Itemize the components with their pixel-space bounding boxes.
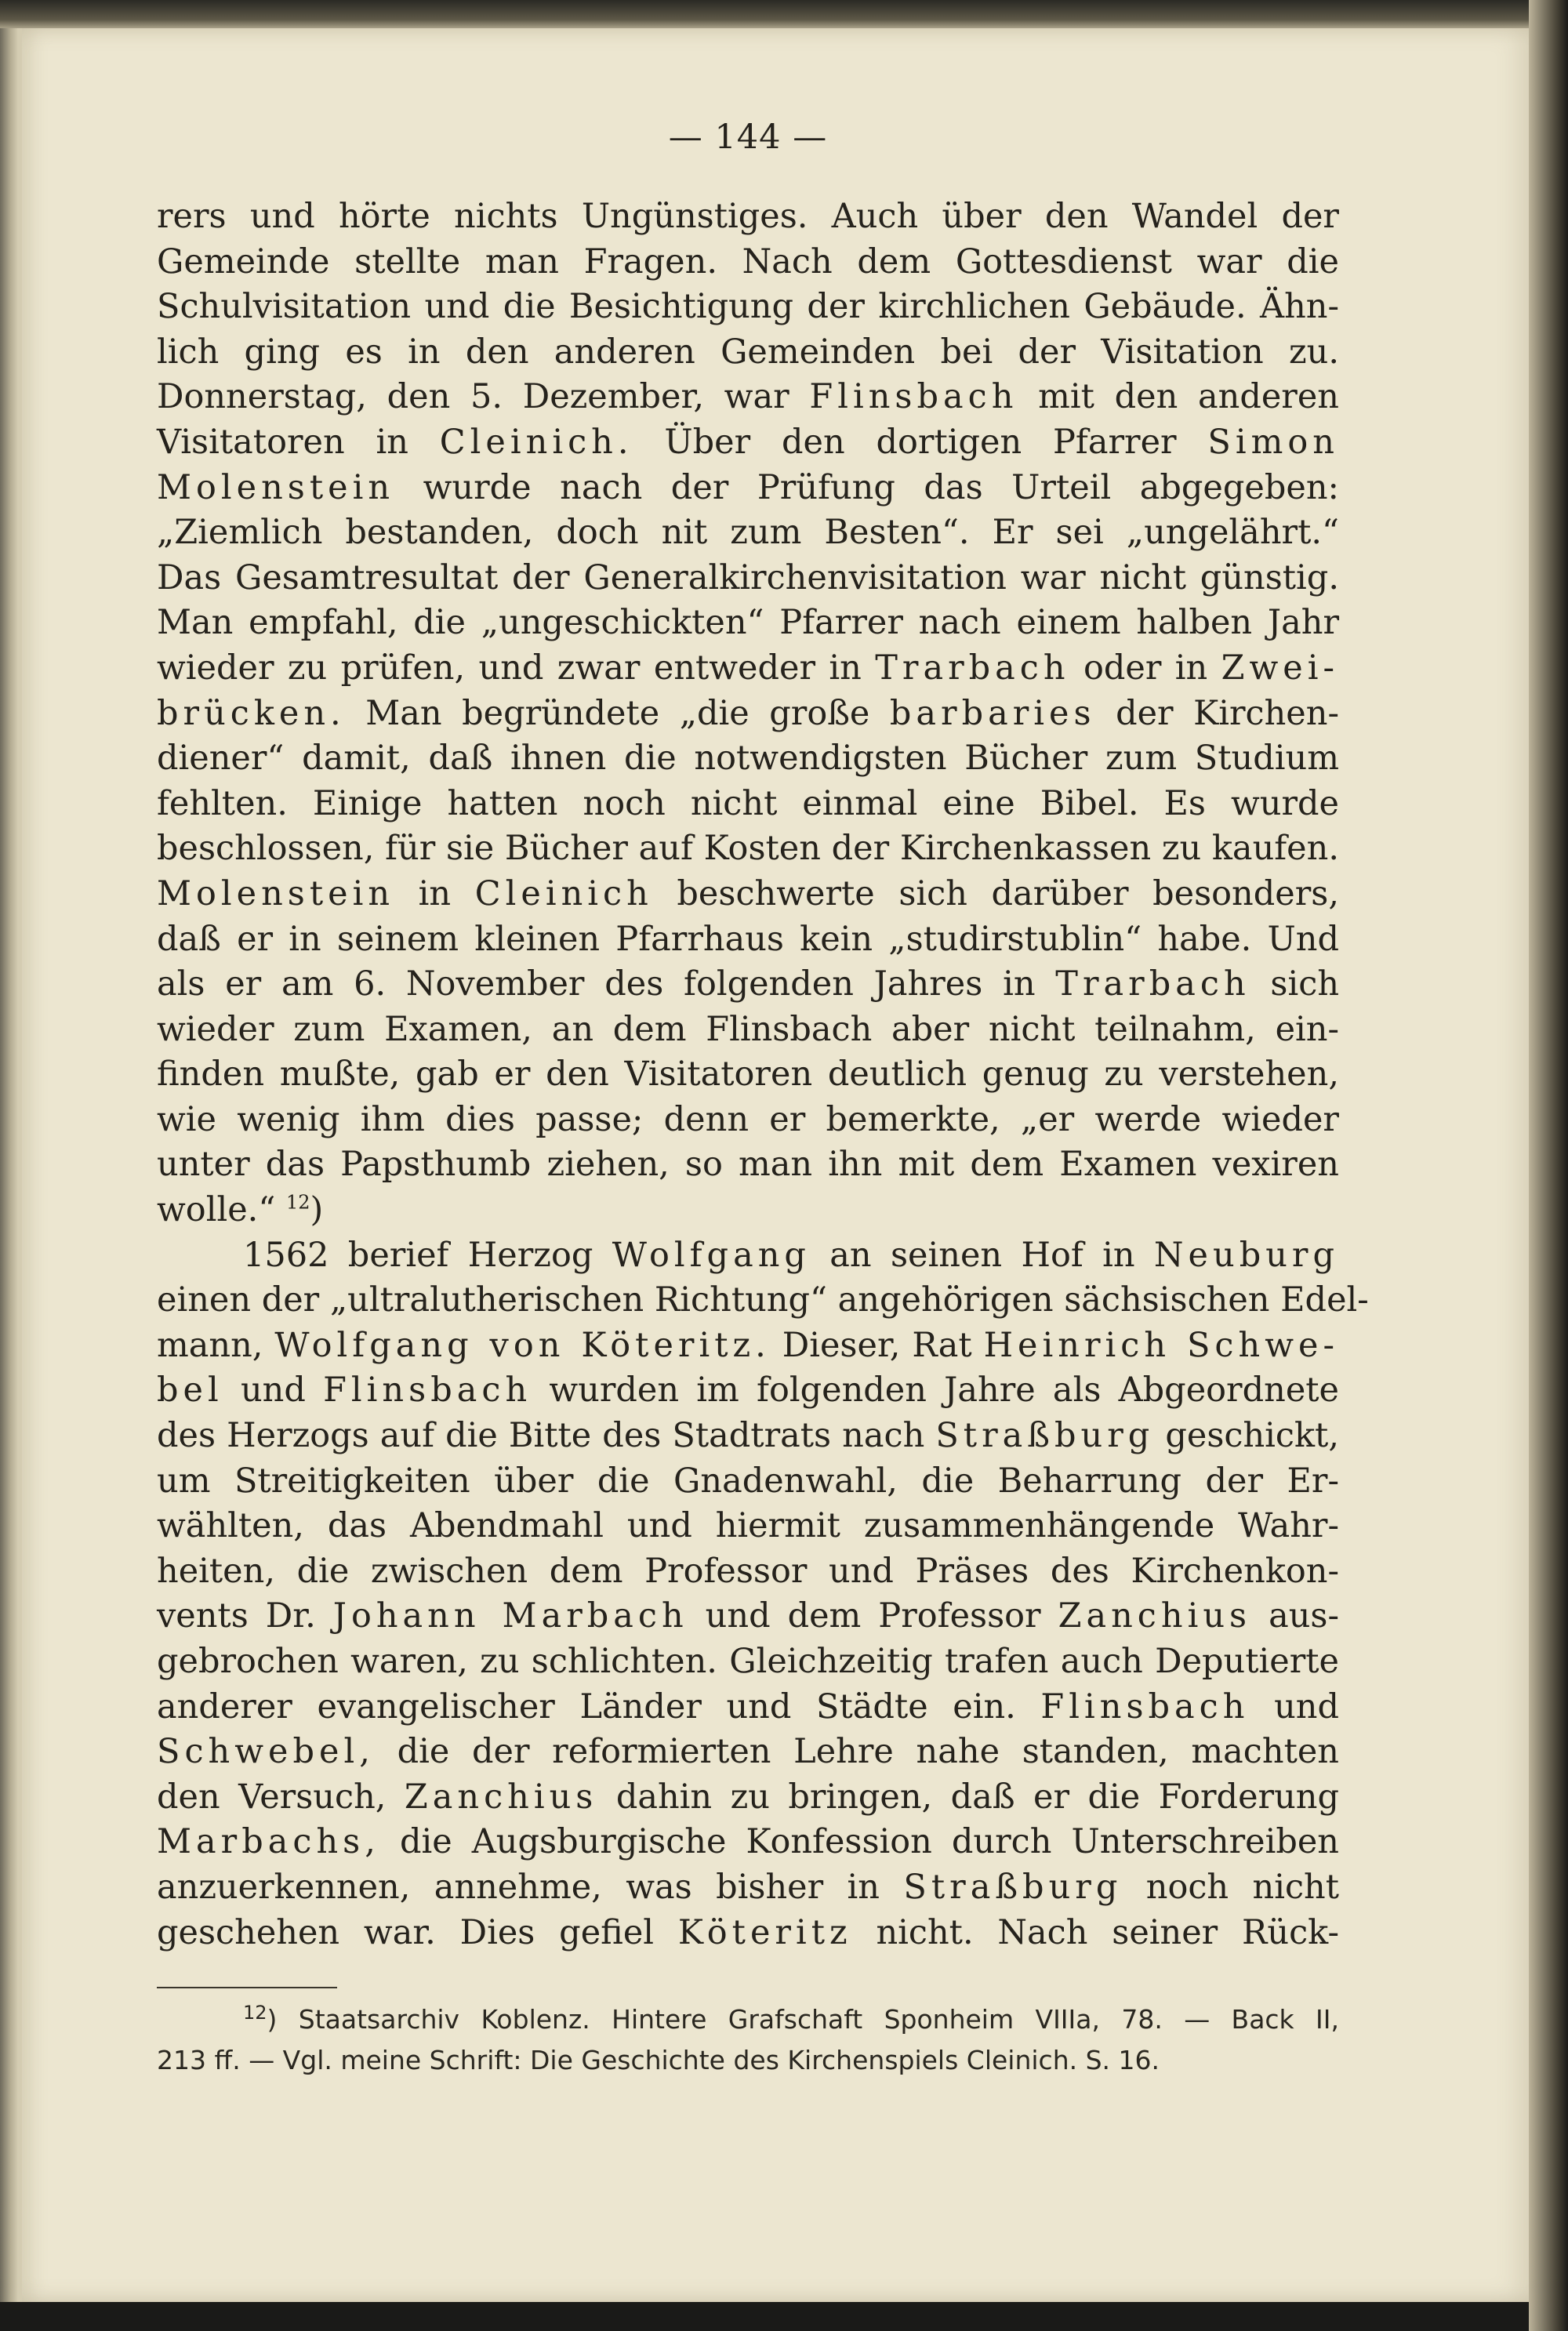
text-line: Marbachs, die Augsburgische Konfession durch Unterschreiben — [157, 1822, 1339, 1862]
text-line: wieder zum Examen, an dem Flinsbach aber nicht teilnahm, ein- — [157, 1009, 1339, 1049]
book-spine — [0, 28, 17, 2302]
text-line: Das Gesamtresultat der Generalkirchenvisitation war nicht günstig. — [157, 557, 1339, 597]
text-line: wählten, das Abendmahl und hiermit zusammenhängende Wahr- — [157, 1506, 1339, 1546]
text-line: um Streitigkeiten über die Gnadenwahl, die Beharrung der Er- — [157, 1461, 1339, 1501]
paragraph-1 — [157, 194, 1339, 1233]
footnote-ref: 12 — [285, 1191, 310, 1214]
spaced-name: Cleinich. — [439, 422, 633, 462]
footnote-line: 213 ff. — Vgl. meine Schrift: Die Geschichte des Kirchenspiels Cleinich. S. 16. — [157, 2045, 1160, 2076]
page-content — [157, 118, 1369, 2081]
text-line: geschehen war. Dies gefiel Köteritz nicht. Nach seiner Rück- — [157, 1912, 1339, 1952]
spaced-name: Neuburg — [1153, 1235, 1339, 1275]
spaced-name: Flinsbach — [323, 1371, 532, 1411]
text-line: wolle.“ $^{12}$) — [157, 1190, 324, 1230]
paragraph-2 — [157, 1233, 1369, 1956]
text-line: gebrochen waren, zu schlichten. Gleichzeitig trafen auch Deputierte — [157, 1642, 1339, 1681]
spaced-name: Molenstein — [157, 467, 395, 507]
spaced-name: Schwebel, — [157, 1732, 375, 1772]
scan-right-edge — [1529, 0, 1568, 2331]
spaced-name: Straßburg — [935, 1416, 1155, 1456]
text-line: bel und Flinsbach wurden im folgenden Jahre als Abgeordnete — [157, 1371, 1339, 1411]
text-line: „Ziemlich bestanden, doch nit zum Besten“. Er sei „ungelährt.“ — [157, 513, 1339, 553]
spaced-name: bel — [157, 1371, 223, 1411]
spaced-name: Johann Marbach — [332, 1596, 688, 1636]
spaced-name: Heinrich Schwe- — [983, 1325, 1339, 1365]
text-line: Gemeinde stellte man Fragen. Nach dem Gottesdienst war die — [157, 241, 1339, 281]
spaced-name: barbaries — [889, 693, 1096, 733]
text-line: einen der „ultralutherischen Richtung“ angehörigen sächsischen Edel- — [157, 1280, 1369, 1320]
text-line: den Versuch, Zanchius dahin zu bringen, daß er die Forderung — [157, 1777, 1339, 1817]
spaced-name: Köteritz — [677, 1912, 852, 1952]
text-line: anzuerkennen, annehme, was bisher in Straßburg noch nicht — [157, 1867, 1340, 1907]
text-line: Molenstein wurde nach der Prüfung das Urteil abgegeben: — [157, 467, 1339, 507]
spaced-name: brücken. — [157, 693, 346, 733]
page-number: — 144 — — [668, 118, 828, 157]
spaced-name: Straßburg — [903, 1867, 1123, 1907]
text-line: mann, Wolfgang von Köteritz. Dieser, Rat Heinrich Schwe- — [157, 1325, 1339, 1365]
text-line: beschlossen, für sie Bücher auf Kosten der Kirchenkassen zu kaufen. — [157, 829, 1339, 869]
spaced-name: Trarbach — [1055, 964, 1250, 1004]
text-line: vents Dr. Johann Marbach und dem Professor Zanchius aus- — [157, 1596, 1339, 1636]
spaced-name: Wolfgang von Köteritz. — [274, 1325, 771, 1365]
text-line: unter das Papsthumb ziehen, so man ihn mit dem Examen vexiren — [157, 1145, 1339, 1185]
text-line: finden mußte, gab er den Visitatoren deutlich genug zu verstehen, — [157, 1055, 1339, 1095]
spaced-name: Flinsbach — [1040, 1687, 1250, 1726]
text-line: 1562 berief Herzog Wolfgang an seinen Hof in Neuburg — [243, 1235, 1339, 1275]
spaced-name: Cleinich — [474, 873, 653, 913]
spaced-name: Simon — [1207, 422, 1339, 462]
text-line: Man empfahl, die „ungeschickten“ Pfarrer nach einem halben Jahr — [157, 603, 1339, 643]
text-line: diener“ damit, daß ihnen die notwendigsten Bücher zum Studium — [157, 739, 1339, 779]
spaced-name: Zanchius — [404, 1777, 598, 1817]
text-line: daß er in seinem kleinen Pfarrhaus kein „studirstublin“ habe. Und — [157, 919, 1339, 959]
spaced-name: Wolfgang — [612, 1235, 811, 1275]
text-line: Schwebel, die der reformierten Lehre nahe standen, machten — [157, 1732, 1339, 1772]
spaced-name: Zanchius — [1058, 1596, 1252, 1636]
text-line: fehlten. Einige hatten noch nicht einmal eine Bibel. Es wurde — [157, 783, 1339, 823]
text-line: wie wenig ihm dies passe; denn er bemerkte, „er werde wieder — [157, 1099, 1339, 1139]
footnote-marker: 12 — [243, 2002, 267, 2024]
text-line: Visitatoren in Cleinich. Über den dortigen Pfarrer Simon — [157, 422, 1339, 462]
scan-top-edge — [0, 0, 1568, 28]
spaced-name: Marbachs, — [157, 1822, 380, 1862]
text-line: Donnerstag, den 5. Dezember, war Flinsbach mit den anderen — [157, 377, 1339, 417]
text-line: heiten, die zwischen dem Professor und Präses des Kirchenkon- — [157, 1551, 1339, 1591]
spaced-name: Flinsbach — [809, 377, 1018, 417]
spaced-name: Trarbach — [875, 648, 1070, 688]
text-line: brücken. Man begründete „die große barbaries der Kirchen- — [157, 693, 1339, 733]
text-line: des Herzogs auf die Bitte des Stadtrats nach Straßburg geschickt, — [157, 1416, 1340, 1456]
text-line: als er am 6. November des folgenden Jahres in Trarbach sich — [157, 964, 1340, 1004]
text-line: Schulvisitation und die Besichtigung der kirchlichen Gebäude. Ähn- — [157, 287, 1339, 327]
text-line: wieder zu prüfen, und zwar entweder in Trarbach oder in Zwei- — [157, 648, 1339, 688]
spaced-name: Molenstein — [157, 873, 395, 913]
text-line: Molenstein in Cleinich beschwerte sich darüber besonders, — [157, 873, 1339, 913]
text-line: rers und hörte nichts Ungünstiges. Auch über den Wandel der — [157, 197, 1339, 236]
text-line: lich ging es in den anderen Gemeinden bei der Visitation zu. — [157, 332, 1339, 372]
footnote-line: $^{12}$) Staatsarchiv Koblenz. Hintere Grafschaft Sponheim VIIIa, 78. — Back II, — [243, 2002, 1339, 2035]
footnote — [157, 1999, 1339, 2081]
footnote-divider — [157, 1987, 337, 1988]
text-line: anderer evangelischer Länder und Städte ein. Flinsbach und — [157, 1687, 1339, 1726]
spaced-name: Zwei- — [1221, 648, 1339, 688]
